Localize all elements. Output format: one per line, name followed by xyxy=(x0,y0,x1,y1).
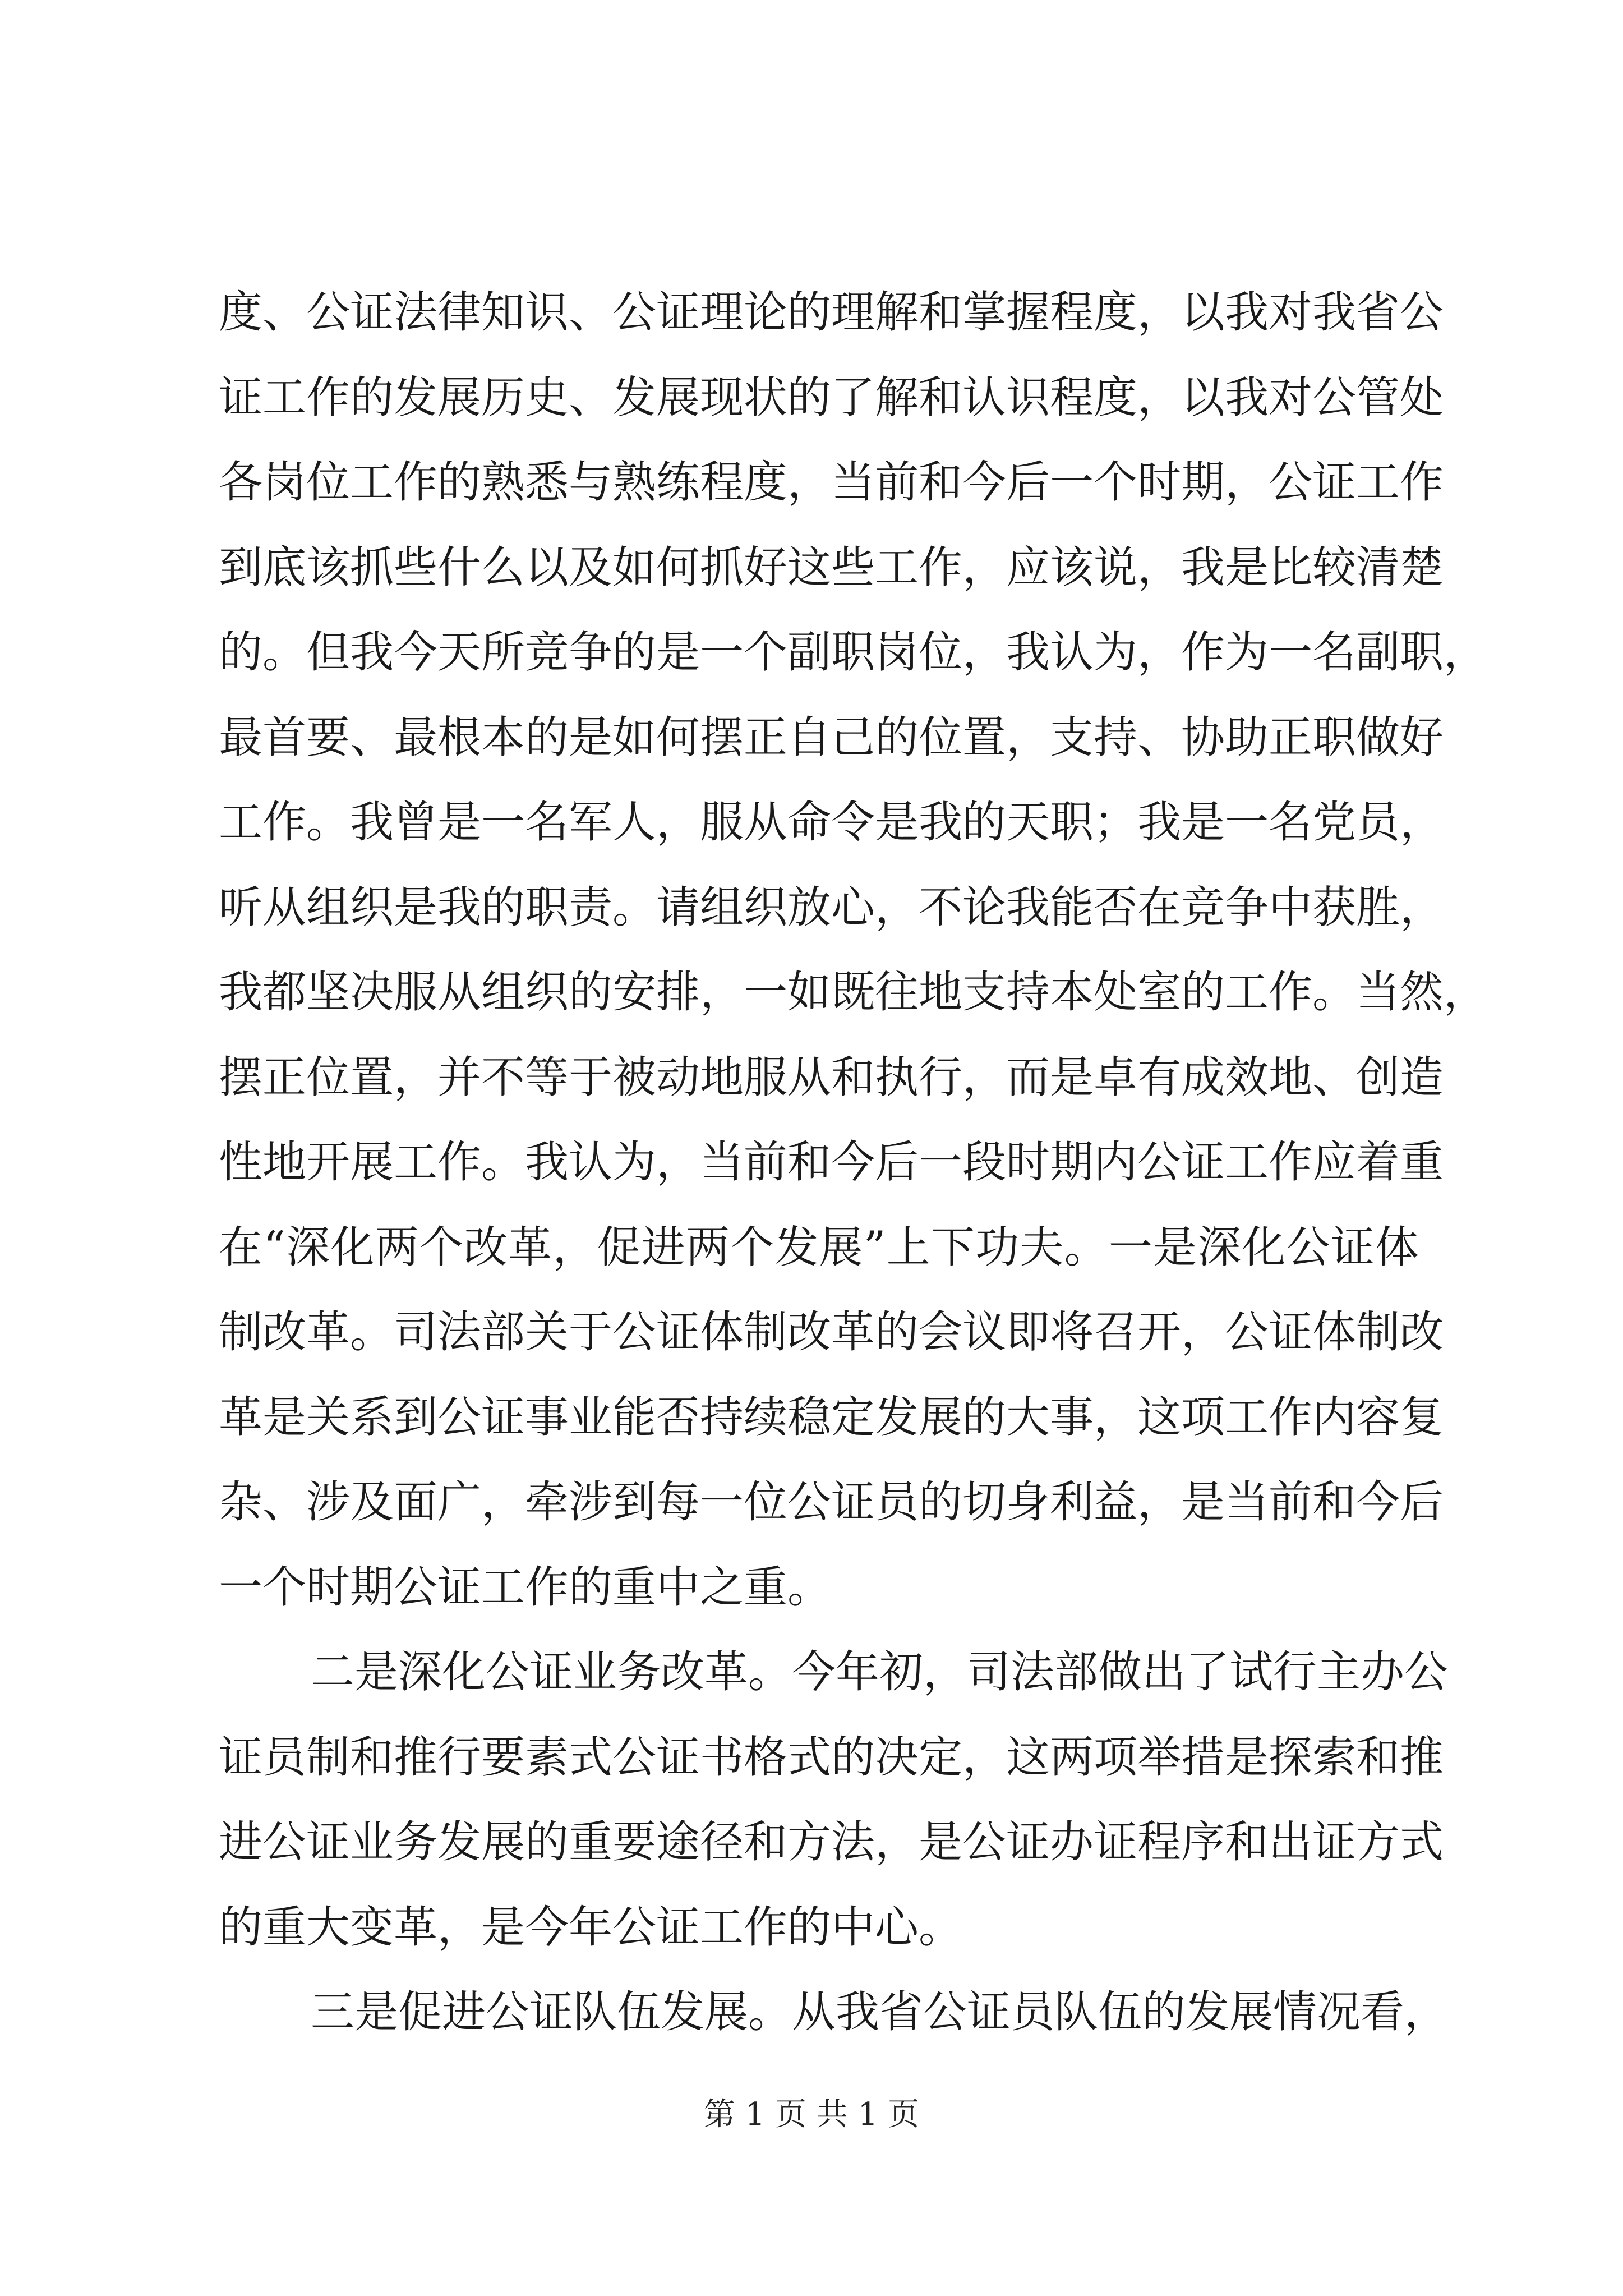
text-line: 杂、涉及面广，牵涉到每一位公证员的切身利益，是当前和今后 xyxy=(219,1477,1444,1527)
text-line: 到底该抓些什么以及如何抓好这些工作，应该说，我是比较清楚 xyxy=(219,542,1444,593)
text-line: 革是关系到公证事业能否持续稳定发展的大事，这项工作内容复 xyxy=(219,1392,1444,1443)
text-line: 证工作的发展历史、发展现状的了解和认识程度，以我对公管处 xyxy=(219,372,1444,423)
text-line: 进公证业务发展的重要途径和方法，是公证办证程序和出证方式 xyxy=(219,1817,1444,1867)
text-line: 的。但我今天所竞争的是一个副职岗位，我认为，作为一名副职， xyxy=(219,627,1488,678)
text-line: 最首要、最根本的是如何摆正自己的位置，支持、协助正职做好 xyxy=(219,712,1444,763)
text-line: 我都坚决服从组织的安排，一如既往地支持本处室的工作。当然， xyxy=(219,967,1488,1018)
paragraph-first-line: 三是促进公证队伍发展。从我省公证员队伍的发展情况看， xyxy=(311,1987,1449,2037)
paragraph-end-line: 一个时期公证工作的重中之重。 xyxy=(219,1562,832,1613)
text-line: 在“深化两个改革，促进两个发展”上下功夫。一是深化公证体 xyxy=(219,1222,1419,1273)
text-line: 证员制和推行要素式公证书格式的决定，这两项举措是探索和推 xyxy=(219,1732,1444,1783)
text-line: 性地开展工作。我认为，当前和今后一段时期内公证工作应着重 xyxy=(219,1137,1444,1188)
paragraph-first-line: 二是深化公证业务改革。今年初，司法部做出了试行主办公 xyxy=(311,1647,1449,1697)
text-line: 听从组织是我的职责。请组织放心，不论我能否在竞争中获胜， xyxy=(219,882,1444,933)
text-line: 摆正位置，并不等于被动地服从和执行，而是卓有成效地、创造 xyxy=(219,1052,1444,1103)
page-footer: 第 1 页 共 1 页 xyxy=(703,2096,920,2133)
text-line: 度、公证法律知识、公证理论的理解和掌握程度，以我对我省公 xyxy=(219,287,1444,338)
text-line: 工作。我曾是一名军人，服从命令是我的天职；我是一名党员， xyxy=(219,797,1444,848)
paragraph-end-line: 的重大变革，是今年公证工作的中心。 xyxy=(219,1902,963,1953)
text-line: 制改革。司法部关于公证体制改革的会议即将召开，公证体制改 xyxy=(219,1307,1444,1358)
document-body xyxy=(219,270,1488,2055)
text-line: 各岗位工作的熟悉与熟练程度，当前和今后一个时期，公证工作 xyxy=(219,457,1444,508)
